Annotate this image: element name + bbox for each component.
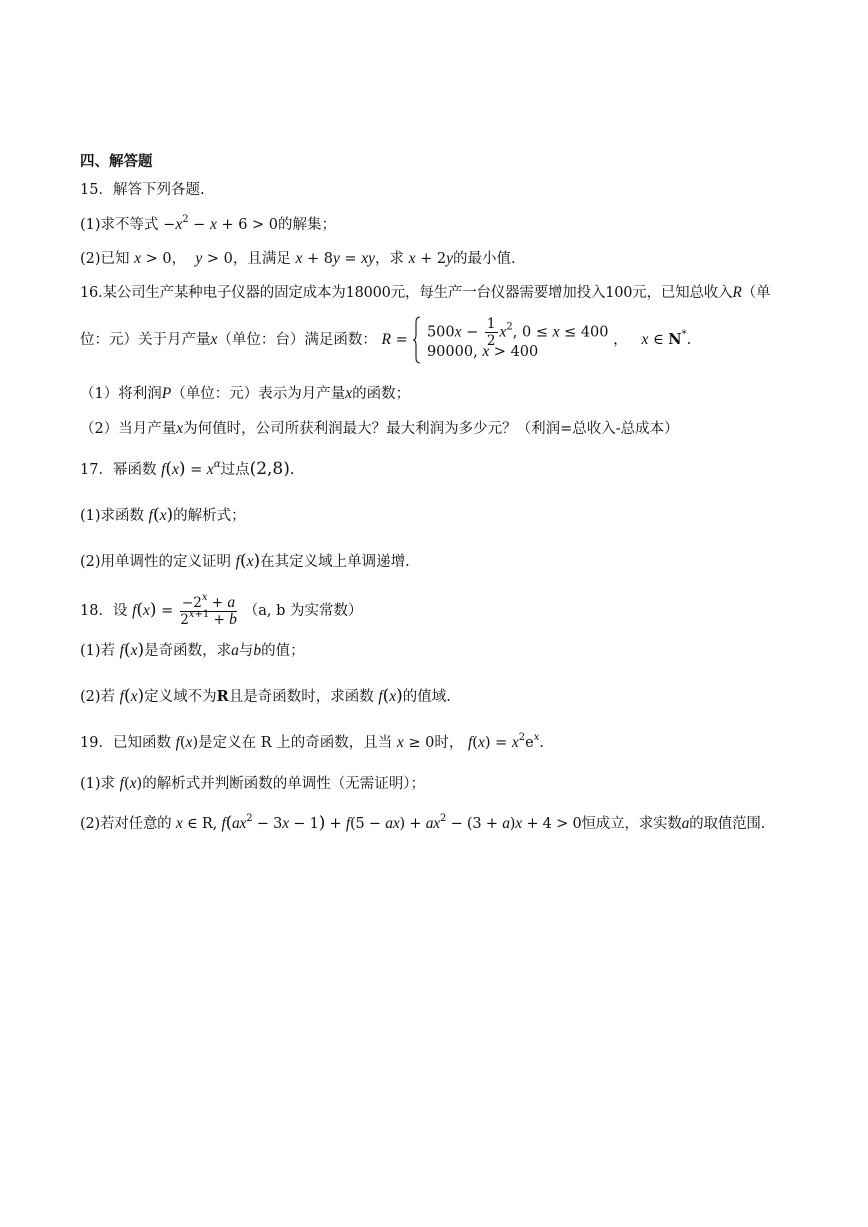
q17-part1-label: (1) — [80, 508, 101, 524]
q15-cond-y: y > 0 — [195, 250, 233, 267]
q15-part1 — [80, 215, 336, 235]
q16-line1-tail: （单 — [741, 285, 771, 301]
q16-part1-tail: 的函数； — [352, 386, 411, 402]
q18-fx-3: f(x) — [378, 686, 403, 706]
q16-case-2: 90000, x > 400 — [426, 343, 539, 360]
q16-line2-comma: ， — [613, 332, 628, 348]
q17-point: (2,8) — [249, 459, 290, 479]
q15-part2-tail: 的最小值. — [452, 251, 516, 267]
q16-part2-text: 当月产量 — [118, 421, 177, 437]
q19-part1-tail: 的解析式并判断函数的单调性（无需证明）； — [142, 776, 425, 792]
section-heading: 四、解答题 — [80, 154, 153, 170]
q19-part1-label: (1) — [80, 776, 101, 792]
q17-text-tail: 过点 — [220, 462, 250, 478]
q18-part1-mid: 是奇函数，求 — [144, 643, 232, 659]
q18-part2 — [80, 686, 451, 707]
q17-fx: f(x) — [148, 505, 174, 525]
q18-part1-tail: 的值； — [261, 643, 305, 659]
q17-power-function: $f(x) = x^\alpha$ — [161, 459, 221, 479]
q18-number: 18． — [80, 603, 113, 619]
q17-part2-tail: 在其定义域上单调递增. — [260, 554, 410, 570]
q19-part2: (2)若对任意的 x ∈ R, $f(ax^2 - 3x - 1) + f(5 - ax) + ax^2 - (3 + a)x + 4 > 0$恒成立，求实数a的取值范围. — [80, 813, 766, 833]
q18-part2-tail: 的值域. — [402, 689, 451, 705]
q18-part2-label: (2) — [80, 689, 101, 705]
q17-text: 幂函数 — [112, 462, 157, 478]
q19-fx: f(x) — [175, 734, 199, 751]
q19-part2-text: 若对任意的 — [99, 816, 172, 832]
q16-line2-mid: （单位：台）满足函数： — [217, 332, 377, 348]
q17-part1-tail: 的解析式； — [173, 508, 246, 524]
q15-objective: x + 2y — [408, 250, 453, 267]
q16-part1-mid: （单位：元）表示为月产量 — [171, 386, 346, 402]
q16-part1-label: （1） — [80, 386, 119, 402]
q19-inequality-formula: x ∈ R, $f(ax^2 - 3x - 1) + f(5 - ax) + ax^2 - (3 + a)x + 4 > 0$ — [175, 813, 582, 833]
q18-text: 设 — [112, 603, 128, 619]
q18-note: （a, b 为实常数） — [243, 603, 363, 619]
q19-definition: $f(x) = x^2e^x$ — [467, 732, 540, 751]
q19-text-mid2: 时， — [434, 735, 464, 751]
q15-part2 — [80, 249, 516, 269]
q15-part2-text: 已知 — [100, 251, 130, 267]
q19-text-end: . — [539, 735, 544, 751]
q16-domain: x ∈ N*. — [641, 329, 692, 348]
q15-sep2: ，且满足 — [232, 251, 291, 267]
q15-part2-label: (2) — [80, 251, 101, 267]
q17-fx-2: f(x) — [235, 551, 261, 571]
q18-part2-text: 若 — [100, 689, 116, 705]
q16-text: 某公司生产某种电子仪器的固定成本为18000元，每生产一台仪器需要增加投入100元，已知总收入 — [102, 285, 733, 301]
q19-text-mid: 是定义在 R 上的奇函数，且当 — [198, 735, 393, 751]
q18-part1-and: 与 — [238, 643, 254, 659]
q18-stem — [80, 592, 363, 632]
q18-fx: f(x) — [119, 640, 145, 660]
q16-case-1: 500x − $\frac{1}{2}$ $x^2$, 0 ≤ x ≤ 400 — [426, 316, 609, 349]
q19-number: 19． — [80, 735, 113, 751]
q16-line2: 位：元）关于月产量x（单位：台）满足函数： R = 500x − $\frac{1}{2}$ $x^2$, 0 ≤ x ≤ 400 90000, x > 400 ， x ∈ N*. — [80, 316, 691, 372]
q16-part1: （1）将利润P（单位：元）表示为月产量x的函数； — [80, 385, 411, 402]
q16-part1-text: 将利润 — [118, 386, 162, 402]
q19-part1-text: 求 — [100, 776, 116, 792]
q17-number: 17． — [80, 462, 113, 478]
q15-number: 15． — [80, 182, 113, 198]
q16-part2: （2）当月产量x为何值时，公司所获利润最大？最大利润为多少元？（利润=总收入-总成本） — [80, 420, 679, 437]
q18-part2-mid2: 且是奇函数时，求函数 — [228, 689, 374, 705]
q17-part1-text: 求函数 — [100, 508, 145, 524]
q19-part1 — [80, 774, 425, 794]
q17-stem: 17．幂函数 $f(x) = x^\alpha$过点(2,8). — [80, 459, 295, 479]
q15-stem — [80, 180, 205, 200]
q17-part1 — [80, 505, 246, 526]
q19-fx-2: f(x) — [119, 775, 143, 792]
q19-part2-mid: 恒成立，求实数 — [581, 816, 682, 832]
q17-part2-label: (2) — [80, 554, 101, 570]
q15-part1-tail: 的解集； — [278, 217, 337, 233]
q15-sep1: ， — [171, 251, 187, 267]
q17-part2-text: 用单调性的定义证明 — [100, 554, 232, 570]
q19-text: 已知函数 — [112, 735, 171, 751]
q15-cond-x: x > 0 — [134, 250, 172, 267]
q16-line1: 16.某公司生产某种电子仪器的固定成本为18000元，每生产一台仪器需要增加投入100元，已知总收入R（单 — [80, 284, 771, 301]
q15-part1-text: 求不等式 — [100, 217, 159, 233]
left-brace-icon — [412, 316, 422, 364]
q16-line2-text: 位：元）关于月产量 — [80, 332, 211, 348]
q18-part2-mid: 定义域不为 — [144, 689, 217, 705]
q16-part2-label: （2） — [80, 421, 119, 437]
q15-sep3: ，求 — [374, 251, 404, 267]
q18-part1-label: (1) — [80, 643, 101, 659]
q19-part2-tail: 的取值范围. — [689, 816, 766, 832]
q16-part2-tail: 为何值时，公司所获利润最大？最大利润为多少元？（利润=总收入-总成本） — [183, 421, 679, 437]
q17-part2 — [80, 551, 410, 572]
q18-real-set: R — [216, 688, 229, 705]
q19-condition: x ≥ 0 — [396, 734, 435, 751]
q15-text: 解答下列各题. — [112, 182, 205, 198]
q18-part1-text: 若 — [100, 643, 116, 659]
q18-function-definition: f(x) = $\frac{-2^x + a}{2^{x+1} + b}$ — [132, 591, 237, 628]
q18-fx-2: f(x) — [119, 686, 145, 706]
q15-inequality-formula: $-x^2 - x + 6 > 0$ — [163, 214, 279, 233]
q19-part2-label: (2) — [80, 816, 100, 832]
q16-number: 16. — [80, 285, 103, 301]
q19-stem — [80, 733, 544, 753]
q18-part1: (1)若 f(x)是奇函数，求a与b的值； — [80, 640, 305, 660]
q16-piecewise-formula: R = 500x − $\frac{1}{2}$ $x^2$, 0 ≤ x ≤ 400 90000, x > 400 — [382, 316, 609, 364]
q15-part1-label: (1) — [80, 217, 101, 233]
q15-equation: x + 8y = xy — [295, 250, 375, 267]
